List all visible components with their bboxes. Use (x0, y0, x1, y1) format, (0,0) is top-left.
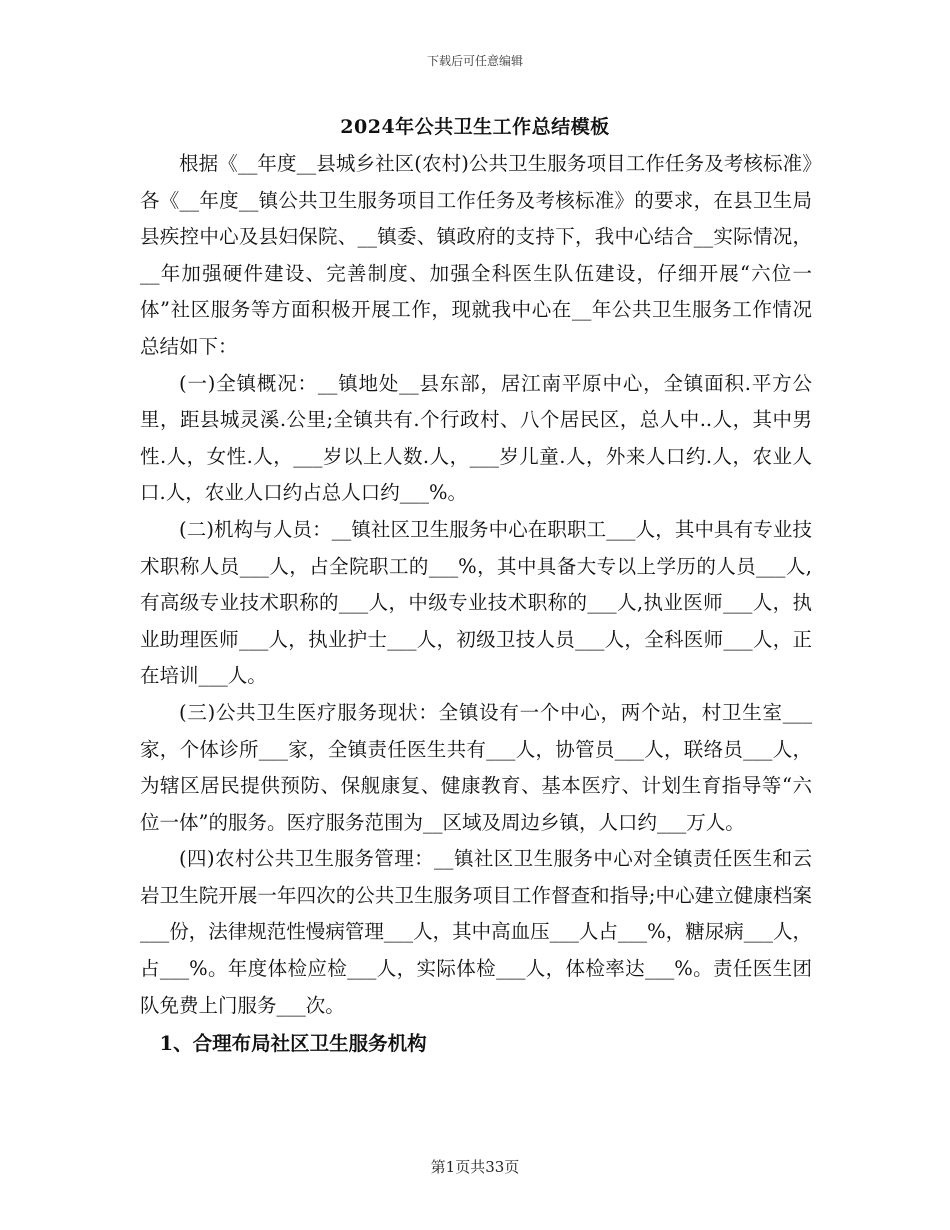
paragraph-staff: (二)机构与人员：__镇社区卫生服务中心在职职工___人，其中具有专业技术职称人员___人，占全院职工的___%，其中具备大专以上学历的人员___人,有高级专业技术职称的___人，中级专业技术职称的___人,执业医师___人，执业助理医师___人，执业护士___人，初级卫技人员___人，全科医师___人，正在培训___人。 (140, 517, 812, 688)
page-number: 第1页共33页 (430, 1158, 520, 1176)
paragraph-intro: 根据《__年度__县城乡社区(农村)公共卫生服务项目工作任务及考核标准》各《__年度__镇公共卫生服务项目工作任务及考核标准》的要求，在县卫生局县疾控中心及县妇保院、__镇委、镇政府的支持下，我中心结合__实际情况，__年加强硬件建设、完善制度、加强全科医生队伍建设，仔细开展“六位一体”社区服务等方面积极开展工作，现就我中心在__年公共卫生服务工作情况总结如下： (140, 152, 812, 358)
paragraph-town-overview: (一)全镇概况：__镇地处__县东部，居江南平原中心，全镇面积.平方公里，距县城灵溪.公里;全镇共有.个行政村、八个居民区，总人中..人，其中男性.人，女性.人，___岁以上人数.人，___岁儿童.人，外来人口约.人，农业人口.人，农业人口约占总人口约___%。 (140, 371, 812, 505)
paragraph-service-status: (三)公共卫生医疗服务现状：全镇设有一个中心，两个站，村卫生室___家，个体诊所___家，全镇责任医生共有___人，协管员___人，联络员___人，为辖区居民提供预防、保舰康复、健康教育、基本医疗、计划生育指导等“六位一体”的服务。医疗服务范围为__区域及周边乡镇，人口约___万人。 (140, 700, 812, 834)
paragraph-rural-management: (四)农村公共卫生服务管理：__镇社区卫生服务中心对全镇责任医生和云岩卫生院开展一年四次的公共卫生服务项目工作督查和指导;中心建立健康档案___份，法律规范性慢病管理___人，其中高血压___人占___%，糖尿病___人，占___%。年度体检应检___人，实际体检___人，体检率达___%。责任医生团队免费上门服务___次。 (140, 847, 812, 1017)
document-body (140, 146, 812, 1063)
header-note: 下载后可任意编辑 (426, 54, 523, 68)
document-title: 2024年公共卫生工作总结模板 (340, 116, 610, 138)
section-heading: 1、合理布局社区卫生服务机构 (159, 1032, 427, 1056)
